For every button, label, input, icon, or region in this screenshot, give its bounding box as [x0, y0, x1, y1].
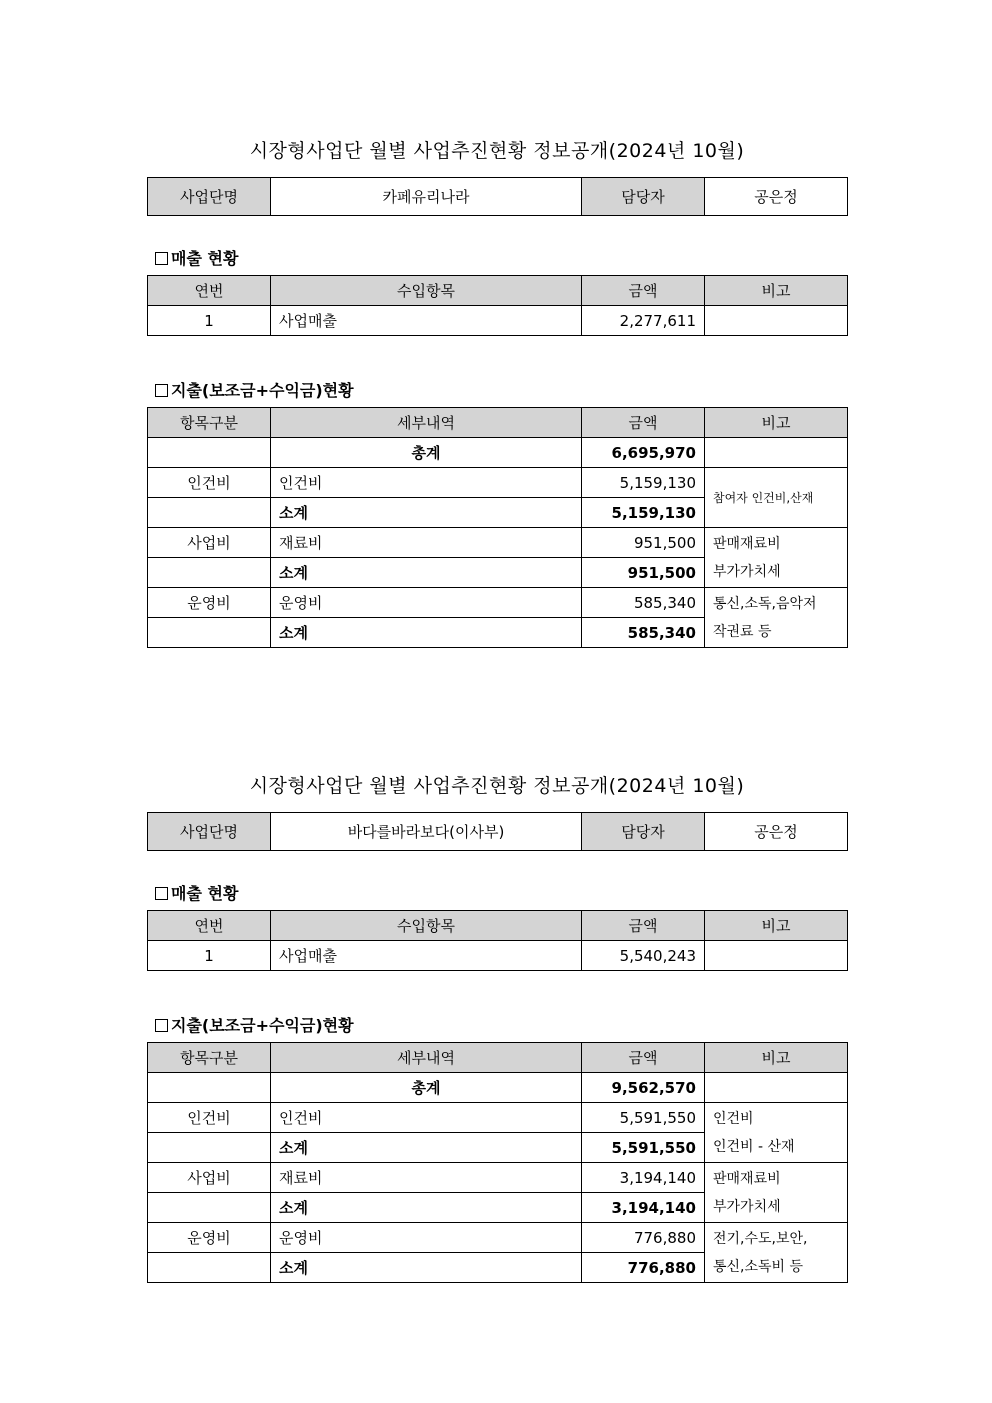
- manager-label: 담당자: [582, 178, 705, 216]
- column-header: 세부내역: [271, 408, 582, 438]
- table-row: [148, 588, 848, 618]
- category: 사업비: [148, 1163, 271, 1193]
- business-name-label: 사업단명: [148, 178, 271, 216]
- detail: 인건비: [271, 1103, 582, 1133]
- subtotal-label: 소계: [271, 1193, 582, 1223]
- income-item: 사업매출: [271, 306, 582, 336]
- note: 전기,수도,보안, 통신,소독비 등: [705, 1223, 848, 1283]
- column-header: 항목구분: [148, 408, 271, 438]
- subtotal-label: 소계: [271, 618, 582, 648]
- expense-section-title: 지출(보조금+수익금)현황: [155, 378, 354, 401]
- detail: 재료비: [271, 1163, 582, 1193]
- column-header: 금액: [582, 911, 705, 941]
- category: 인건비: [148, 1103, 271, 1133]
- total-label: 총계: [271, 438, 582, 468]
- category: 운영비: [148, 1223, 271, 1253]
- table-header-row: [148, 911, 848, 941]
- row-number: 1: [148, 941, 271, 971]
- detail: 인건비: [271, 468, 582, 498]
- note: 판매재료비 부가가치세: [705, 1163, 848, 1223]
- expense-table: [147, 1042, 848, 1283]
- sales-section-title: 매출 현황: [155, 246, 238, 269]
- subtotal-amount: 951,500: [582, 558, 705, 588]
- amount: 776,880: [582, 1223, 705, 1253]
- detail: 재료비: [271, 528, 582, 558]
- column-header: 비고: [705, 1043, 848, 1073]
- report-title: 시장형사업단 월별 사업추진현황 정보공개(2024년 10월): [249, 140, 745, 162]
- note: 인건비 인건비 - 산재: [705, 1103, 848, 1163]
- table-row: [148, 528, 848, 558]
- category: 사업비: [148, 528, 271, 558]
- table-header-row: [148, 276, 848, 306]
- note: [705, 306, 848, 336]
- sales-section-title: 매출 현황: [155, 881, 238, 904]
- subtotal-amount: 5,159,130: [582, 498, 705, 528]
- column-header: 세부내역: [271, 1043, 582, 1073]
- table-row: [148, 306, 848, 336]
- manager-label: 담당자: [582, 813, 705, 851]
- table-row: [148, 468, 848, 498]
- sales-table: [147, 275, 848, 336]
- checkbox-square-icon: [155, 887, 168, 900]
- note: 통신,소독,음악저 작권료 등: [705, 588, 848, 648]
- column-header: 금액: [582, 1043, 705, 1073]
- business-name-value: 카페유리나라: [271, 178, 582, 216]
- subtotal-amount: 776,880: [582, 1253, 705, 1283]
- column-header: 수입항목: [271, 911, 582, 941]
- amount: 5,591,550: [582, 1103, 705, 1133]
- column-header: 항목구분: [148, 1043, 271, 1073]
- subtotal-label: 소계: [271, 558, 582, 588]
- note: 참여자 인건비,산재: [705, 468, 848, 528]
- column-header: 연번: [148, 911, 271, 941]
- table-row: [148, 941, 848, 971]
- business-info-table: [147, 177, 848, 216]
- total-row: [148, 438, 848, 468]
- table-row: [148, 1163, 848, 1193]
- note: 판매재료비 부가가치세: [705, 528, 848, 588]
- expense-section-title: 지출(보조금+수익금)현황: [155, 1013, 354, 1036]
- report-title: 시장형사업단 월별 사업추진현황 정보공개(2024년 10월): [249, 775, 745, 797]
- column-header: 수입항목: [271, 276, 582, 306]
- business-name-label: 사업단명: [148, 813, 271, 851]
- subtotal-label: 소계: [271, 1253, 582, 1283]
- subtotal-amount: 5,591,550: [582, 1133, 705, 1163]
- checkbox-square-icon: [155, 1019, 168, 1032]
- category: 인건비: [148, 468, 271, 498]
- table-row: [148, 1103, 848, 1133]
- subtotal-amount: 585,340: [582, 618, 705, 648]
- sales-table: [147, 910, 848, 971]
- income-item: 사업매출: [271, 941, 582, 971]
- business-info-table: [147, 812, 848, 851]
- checkbox-square-icon: [155, 384, 168, 397]
- amount: 585,340: [582, 588, 705, 618]
- row-number: 1: [148, 306, 271, 336]
- detail: 운영비: [271, 588, 582, 618]
- subtotal-label: 소계: [271, 498, 582, 528]
- amount: 5,540,243: [582, 941, 705, 971]
- column-header: 금액: [582, 276, 705, 306]
- column-header: 연번: [148, 276, 271, 306]
- category: 운영비: [148, 588, 271, 618]
- column-header: 비고: [705, 276, 848, 306]
- subtotal-amount: 3,194,140: [582, 1193, 705, 1223]
- total-amount: 6,695,970: [582, 438, 705, 468]
- table-row: [148, 1223, 848, 1253]
- checkbox-square-icon: [155, 252, 168, 265]
- column-header: 금액: [582, 408, 705, 438]
- manager-value: 공은정: [705, 178, 848, 216]
- business-name-value: 바다를바라보다(이사부): [271, 813, 582, 851]
- total-label: 총계: [271, 1073, 582, 1103]
- table-header-row: [148, 1043, 848, 1073]
- total-amount: 9,562,570: [582, 1073, 705, 1103]
- amount: 951,500: [582, 528, 705, 558]
- subtotal-label: 소계: [271, 1133, 582, 1163]
- manager-value: 공은정: [705, 813, 848, 851]
- table-header-row: [148, 408, 848, 438]
- amount: 2,277,611: [582, 306, 705, 336]
- detail: 운영비: [271, 1223, 582, 1253]
- expense-table: [147, 407, 848, 648]
- note: [705, 941, 848, 971]
- amount: 5,159,130: [582, 468, 705, 498]
- total-row: [148, 1073, 848, 1103]
- amount: 3,194,140: [582, 1163, 705, 1193]
- column-header: 비고: [705, 911, 848, 941]
- column-header: 비고: [705, 408, 848, 438]
